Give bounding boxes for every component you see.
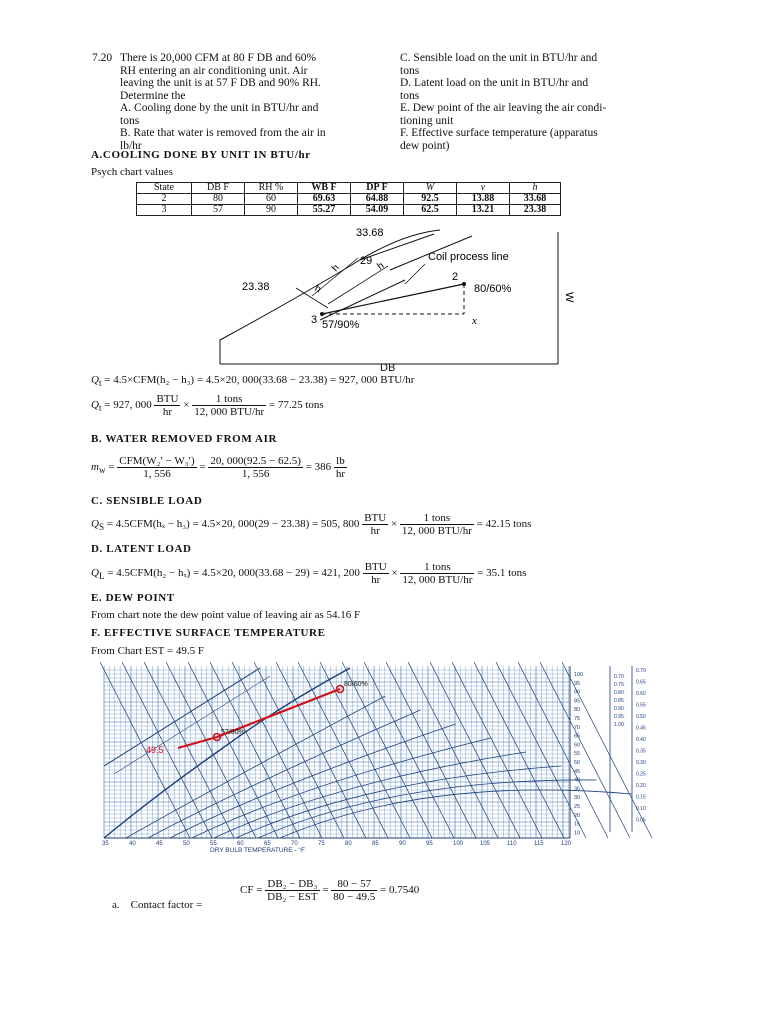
section-f-text: From Chart EST = 49.5 F — [91, 645, 204, 657]
h-mid-label: 29 — [360, 255, 373, 267]
psy-vp-tick: 0.70 — [636, 668, 646, 674]
water-equation: $m_w$ = $\frac{\text{CFM(W₂′ − W₃′)}}{1, 556}$ = $\frac{20, 000(92.5 - 62.5)}{1, 556}$ = 386 $\frac{lb}{hr}$ — [91, 455, 346, 480]
psy-right-tick: 50 — [574, 760, 581, 766]
psy-sens-tick: 0.75 — [614, 682, 624, 688]
eq2-frac1-num: BTU — [156, 393, 179, 405]
table-cell: 13.88 — [457, 194, 510, 205]
problem-left-lines — [120, 52, 392, 152]
c-frac2 — [400, 512, 474, 537]
problem-line: A. Cooling done by the unit in BTU/hr and — [120, 102, 319, 114]
table-cell: 80 — [192, 194, 245, 205]
state-2-point — [462, 282, 466, 286]
psy-vp-tick: 0.35 — [636, 748, 646, 755]
b-unit-den: hr — [335, 468, 346, 480]
table-cell: 33.68 — [510, 194, 561, 205]
c-lhs: Q — [91, 518, 99, 531]
table-cell: 69.63 — [298, 194, 351, 205]
table-cell: 55.27 — [298, 205, 351, 216]
section-a-heading: A.COOLING DONE BY UNIT IN BTU/hr — [91, 149, 311, 161]
psy-x-tick: 120 — [561, 841, 572, 847]
w-axis-label: W — [563, 292, 575, 303]
b-unit-num: lb — [334, 455, 347, 468]
table-header-cell: RH % — [245, 183, 298, 194]
d-frac2 — [400, 561, 474, 586]
eq2-sub: t — [98, 403, 102, 414]
table-cell: 57 — [192, 205, 245, 216]
problem-line: There is 20,000 CFM at 80 F DB and 60% — [120, 52, 317, 64]
psy-x-tick: 95 — [426, 841, 433, 847]
b-frac2-num: 20, 000(92.5 − 62.5) — [210, 455, 301, 467]
state-3-label: 57/90% — [322, 319, 360, 331]
table-cell: 92.5 — [404, 194, 457, 205]
psy-vp-tick: 0.20 — [636, 783, 646, 789]
table-header-cell: DB F — [192, 183, 245, 194]
section-f-heading: F. EFFECTIVE SURFACE TEMPERATURE — [91, 627, 326, 639]
d-result: = 35.1 tons — [477, 567, 527, 580]
table-row — [137, 205, 561, 216]
problem-line: D. Latent load on the unit in BTU/hr and — [400, 77, 589, 89]
psy-sens-tick: 0.90 — [614, 706, 624, 712]
section-e-text: From chart note the dew point value of leaving air as 54.16 F — [91, 609, 361, 621]
psy-vp-tick: 0.10 — [636, 806, 646, 812]
psy-right-tick: 85 — [574, 698, 581, 705]
psy-right-tick: 45 — [574, 768, 581, 775]
table-header-cell: h — [510, 183, 561, 194]
c-lhs-sub: S — [98, 522, 105, 533]
b-frac2 — [208, 455, 303, 480]
psy-right-tick: 55 — [574, 751, 581, 758]
b-unit — [334, 455, 347, 480]
psy-x-tick: 70 — [291, 841, 298, 847]
psy-right-tick: 70 — [574, 724, 581, 731]
eq2-value: = 927, 000 — [101, 399, 155, 412]
psy-right-tick: 25 — [574, 804, 581, 810]
table-cell: 90 — [245, 205, 298, 216]
coil-label-pointer — [405, 264, 425, 284]
psy-right-tick: 40 — [574, 777, 581, 784]
problem-line: F. Effective surface temperature (apparatus — [400, 127, 598, 139]
d-frac2-den: 12, 000 BTU/hr — [402, 574, 473, 586]
psy-x-tick: 60 — [237, 841, 244, 847]
state-3-number: 3 — [311, 314, 318, 326]
table-row — [137, 194, 561, 205]
diagram-saturation-curve — [220, 230, 440, 364]
psy-vp-tick: 0.40 — [636, 737, 646, 743]
psy-vp-tick: 0.05 — [636, 817, 646, 824]
c-result: = 42.15 tons — [476, 518, 532, 531]
eq1-rhs: = 4.5×CFM(h₂ − h₃) = 4.5×20, 000(33.68 − 23.38) = 927, 000 BTU/hr — [101, 374, 415, 386]
psy-x-tick: 75 — [318, 841, 325, 847]
problem-line: C. Sensible load on the unit in BTU/hr and — [400, 52, 598, 64]
c-frac1-den: hr — [370, 525, 380, 537]
eq2-frac2-num: 1 tons — [192, 393, 266, 406]
psy-vp-tick: 0.60 — [636, 691, 646, 697]
psy-sens-tick: 1.00 — [614, 722, 624, 728]
cf-frac2-num: 80 − 57 — [331, 878, 377, 891]
psy-x-tick: 65 — [264, 841, 271, 847]
c-frac1 — [362, 512, 388, 537]
psy-vp-tick: 0.15 — [636, 794, 646, 801]
cf-result: = 0.7540 — [380, 884, 420, 897]
tons-equation: $Q_t = 927$, 000 $\frac{\text{BTU}}{hr}$ × $\frac{\text{1 tons}}{\text{12, 000 BTU/hr}}$ = 77.25 tons — [91, 393, 324, 418]
psy-x-tick: 85 — [372, 841, 379, 847]
psy-x-tick: 80 — [345, 841, 352, 847]
coil-process-line — [322, 284, 464, 314]
cf-frac2 — [331, 878, 377, 903]
eq2-frac2 — [192, 393, 266, 418]
cf-frac2-den: 80 − 49.5 — [333, 891, 376, 903]
psy-x-tick: 115 — [534, 841, 544, 847]
h3-dimension — [296, 288, 328, 308]
problem-line: B. Rate that water is removed from the air in — [120, 127, 326, 139]
x-point-label: x — [472, 315, 477, 327]
psy-vp-tick: 0.45 — [636, 725, 646, 732]
b-frac1-num: CFM(W₂′ − W₃′) — [119, 455, 195, 467]
psy-right-tick: 75 — [574, 716, 581, 722]
psy-x-tick: 110 — [507, 841, 517, 847]
h-top-label: 33.68 — [356, 227, 384, 239]
section-d-heading: D. LATENT LOAD — [91, 543, 192, 555]
coil-process-label: Coil process line — [428, 251, 509, 263]
problem-line: lb/hr — [120, 139, 142, 152]
problem-line: tioning unit — [400, 114, 454, 127]
contact-factor-label — [112, 899, 202, 911]
sensible-equation: $Q_S = 4.5CFM(h_x - h_3) = 4.5\times 20$, 000(29 − 23.38) = 505, 800 $\frac{\text{BTU}}{hr}$ × $\frac{\text{1 tons}}{\text{12, 000 BTU/hr}}$ = 42.15 tons — [91, 512, 532, 537]
psy-x-tick: 45 — [156, 841, 163, 847]
d-lhs: Q — [91, 567, 99, 580]
psy-vp-tick: 0.50 — [636, 714, 646, 720]
contact-label-text: Contact factor = — [130, 899, 203, 911]
table-cell: 54.09 — [351, 205, 404, 216]
table-header-cell: v — [457, 183, 510, 194]
state-2-number: 2 — [452, 271, 459, 283]
psychrometric-chart — [100, 662, 668, 862]
psy-sens-tick: 0.80 — [614, 690, 624, 696]
c-frac1-num: BTU — [364, 512, 387, 524]
c-expr: = 4.5CFM(hₓ − h₃) = 4.5×20, 000(29 − 23.38) = 505, 800 — [104, 518, 363, 531]
problem-left — [92, 52, 392, 152]
psy-point-57-90-label: 57/90% — [221, 729, 245, 736]
psy-right-tick: 95 — [574, 680, 581, 687]
psy-right-tick: 10 — [574, 830, 581, 837]
eq2-frac1 — [154, 393, 180, 418]
psy-point-80-60-label: 80/60% — [344, 681, 368, 688]
table-cell: 60 — [245, 194, 298, 205]
problem-right — [400, 52, 680, 152]
c-frac2-den: 12, 000 BTU/hr — [401, 525, 472, 537]
process-diagram — [210, 222, 575, 372]
section-e-heading: E. DEW POINT — [91, 592, 175, 604]
h3-label: h — [312, 283, 323, 296]
psy-vp-tick: 0.55 — [636, 702, 646, 709]
cf-lhs: CF = — [240, 884, 263, 897]
c-frac2-num: 1 tons — [400, 512, 474, 525]
problem-line: tons — [400, 64, 420, 77]
problem-line: E. Dew point of the air leaving the air condi- — [400, 102, 607, 114]
eq1-sub: t — [98, 378, 102, 389]
psy-vp-tick: 0.30 — [636, 760, 646, 766]
state-2-label: 80/60% — [474, 283, 512, 295]
table-cell: 3 — [137, 205, 192, 216]
d-frac1 — [363, 561, 389, 586]
eq1-lhs: Q — [91, 374, 99, 386]
psy-x-tick: 35 — [102, 841, 109, 847]
psy-right-tick: 80 — [574, 707, 581, 714]
problem-line: tons — [400, 89, 420, 102]
state-3-point — [320, 312, 324, 316]
table-cell: 64.88 — [351, 194, 404, 205]
b-frac2-den: 1, 556 — [241, 468, 270, 480]
contact-factor-equation: CF = $\frac{\text{DB₂ − DB₃}}{\text{DB₂ − EST}}$ = $\frac{80 - 57}{80 - 49.5}$ = 0.7540 — [240, 878, 420, 903]
h2-label: h — [375, 260, 387, 273]
problem-line: RH entering an air conditioning unit. Air — [120, 64, 308, 77]
psy-right-tick: 90 — [574, 689, 581, 696]
problem-line: tons — [120, 114, 140, 127]
cf-frac1 — [265, 878, 319, 903]
psy-vp-tick: 0.65 — [636, 679, 646, 686]
b-result: = 386 — [305, 461, 332, 474]
psy-right-tick: 15 — [574, 821, 581, 828]
d-frac1-den: hr — [371, 574, 381, 586]
table-header-cell: DP F — [351, 183, 404, 194]
eq2-result: = 77.25 tons — [268, 399, 324, 412]
b-frac1 — [117, 455, 196, 480]
psy-x-tick: 105 — [480, 841, 491, 847]
table-header-cell: W — [404, 183, 457, 194]
b-lhs: m — [91, 461, 99, 474]
db-axis-label: DB — [380, 362, 396, 374]
psy-x-tick: 50 — [183, 841, 190, 847]
d-frac2-num: 1 tons — [400, 561, 474, 574]
table-cell: 2 — [137, 194, 192, 205]
d-frac1-num: BTU — [364, 561, 387, 573]
eq2-frac2-den: 12, 000 BTU/hr — [194, 406, 265, 418]
psy-right-tick: 60 — [574, 742, 581, 749]
cf-frac1-num: DB₂ − DB₃ — [265, 878, 319, 891]
cooling-equation — [91, 374, 414, 388]
d-expr: = 4.5CFM(h₂ − hₓ) = 4.5×20, 000(33.68 − 29) = 421, 200 — [104, 567, 363, 580]
problem-line: Determine the — [120, 89, 186, 102]
b-lhs-sub: w — [98, 465, 106, 476]
psy-est-label: 49.5 — [146, 745, 164, 755]
psy-right-tick: 65 — [574, 733, 581, 740]
problem-right-lines — [400, 52, 680, 152]
psy-right-tick: 100 — [574, 672, 584, 678]
problem-line: dew point) — [400, 139, 450, 152]
b-frac1-den: 1, 556 — [143, 468, 171, 480]
h1-label: h — [329, 262, 342, 274]
problem-number: 7.20 — [92, 52, 113, 64]
state-table-header — [137, 183, 561, 194]
psy-sens-tick: 0.85 — [614, 698, 624, 704]
eq2-lhs: Q — [91, 399, 99, 412]
state-table — [136, 182, 561, 216]
psy-x-tick: 90 — [399, 841, 406, 847]
psy-x-tick: 55 — [210, 841, 217, 847]
table-cell: 13.21 — [457, 205, 510, 216]
section-c-heading: C. SENSIBLE LOAD — [91, 495, 203, 507]
psy-sens-tick: 0.70 — [614, 674, 624, 680]
h-left-label: 23.38 — [242, 281, 270, 293]
problem-line: leaving the unit is at 57 F DB and 90% RH. — [120, 77, 321, 89]
latent-equation: $Q_L = 4.5CFM(h_2 - h_x) = 4.5\times 20$, 000(33.68 − 29) = 421, 200 $\frac{\text{BTU}}{hr}$ × $\frac{\text{1 tons}}{\text{12, 000 BTU/hr}}$ = 35.1 tons — [91, 561, 527, 586]
section-a-intro: Psych chart values — [91, 166, 173, 178]
table-header-cell: State — [137, 183, 192, 194]
eq2-frac1-den: hr — [162, 406, 173, 418]
cf-frac1-den: DB₂ − EST — [267, 891, 318, 903]
table-cell: 23.38 — [510, 205, 561, 216]
psy-right-tick: 30 — [574, 795, 581, 802]
psy-x-tick: 40 — [129, 841, 136, 847]
section-b-heading: B. WATER REMOVED FROM AIR — [91, 433, 278, 445]
psy-right-tick: 35 — [574, 786, 581, 793]
psy-x-axis-label: DRY BULB TEMPERATURE - °F — [210, 847, 305, 854]
contact-label-letter: a. — [112, 899, 120, 911]
psy-right-tick: 20 — [574, 812, 581, 819]
psy-sens-tick: 0.95 — [614, 714, 624, 720]
table-header-cell: WB F — [298, 183, 351, 194]
psy-x-tick: 100 — [453, 841, 464, 847]
d-lhs-sub: L — [98, 571, 105, 582]
psy-vp-tick: 0.25 — [636, 771, 646, 778]
table-cell: 62.5 — [404, 205, 457, 216]
